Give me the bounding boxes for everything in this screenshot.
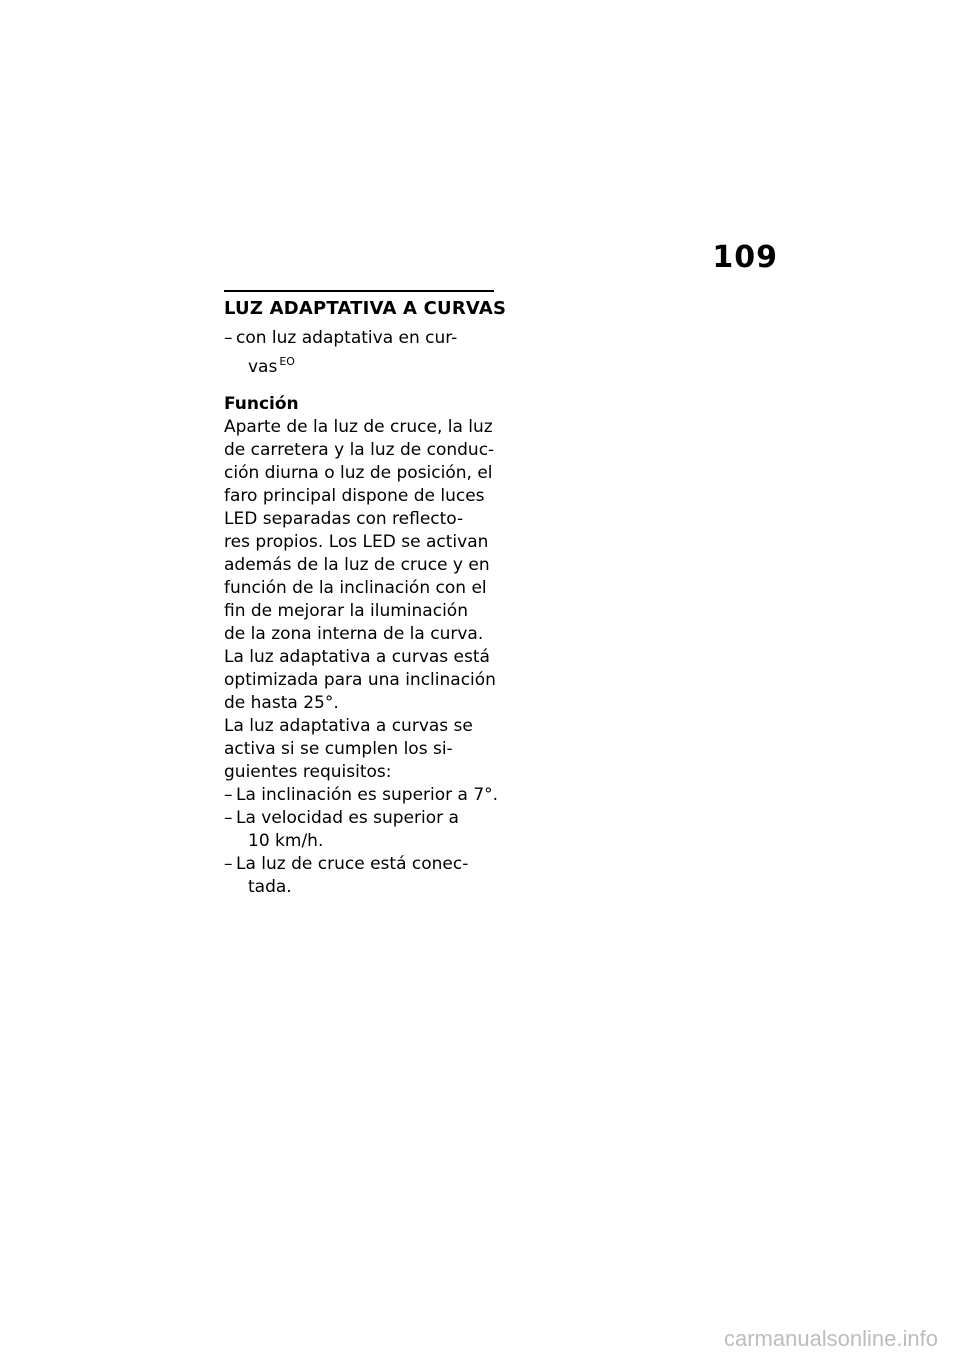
subheading-function: Función — [224, 394, 299, 414]
footer-watermark: carmanualsonline.info — [723, 1326, 938, 1351]
requirement-item — [224, 807, 494, 853]
paragraph-activation — [224, 715, 494, 784]
paragraph-line: ción diurna o luz de posición, el — [224, 463, 493, 483]
requirement-line-2: 10 km/h. — [248, 831, 324, 851]
paragraph-description — [224, 416, 494, 646]
page-number: 109 — [712, 240, 778, 275]
requirement-dash: – — [224, 808, 233, 828]
section-divider — [224, 290, 494, 292]
requirement-line-1: La luz de cruce está conec- — [236, 854, 469, 874]
paragraph-line: de carretera y la luz de conduc- — [224, 440, 495, 460]
variant-line-1: con luz adaptativa en cur- — [236, 328, 458, 348]
paragraph-line: fin de mejorar la iluminación — [224, 601, 468, 621]
paragraph-line: La luz adaptativa a curvas se — [224, 716, 473, 736]
paragraph-line: La luz adaptativa a curvas está — [224, 647, 490, 667]
section-title: LUZ ADAPTATIVA A CURVAS — [224, 298, 507, 319]
paragraph-line: de hasta 25°. — [224, 693, 339, 713]
requirement-item — [224, 784, 499, 807]
requirement-item — [224, 853, 494, 899]
requirement-line-1: La inclinación es superior a 7°. — [236, 785, 499, 805]
paragraph-line: de la zona interna de la curva. — [224, 624, 484, 644]
requirement-dash: – — [224, 785, 233, 805]
paragraph-line: guientes requisitos: — [224, 762, 392, 782]
paragraph-line: faro principal dispone de luces — [224, 486, 485, 506]
variant-note — [224, 327, 494, 379]
paragraph-line: función de la inclinación con el — [224, 578, 487, 598]
variant-line-2 — [236, 350, 494, 379]
variant-dash: – — [224, 328, 233, 348]
variant-text: vas — [248, 357, 278, 377]
paragraph-line: optimizada para una inclinación — [224, 670, 496, 690]
paragraph-line: res propios. Los LED se activan — [224, 532, 489, 552]
paragraph-line: activa si se cumplen los si- — [224, 739, 453, 759]
requirement-line-2: tada. — [248, 877, 292, 897]
content-column — [224, 290, 507, 899]
paragraph-optimization — [224, 646, 494, 715]
requirement-dash: – — [224, 854, 233, 874]
paragraph-line: además de la luz de cruce y en — [224, 555, 490, 575]
requirement-line-1: La velocidad es superior a — [236, 808, 459, 828]
variant-superscript: EO — [279, 355, 295, 368]
paragraph-line: LED separadas con reflecto- — [224, 509, 464, 529]
paragraph-line: Aparte de la luz de cruce, la luz — [224, 417, 493, 437]
